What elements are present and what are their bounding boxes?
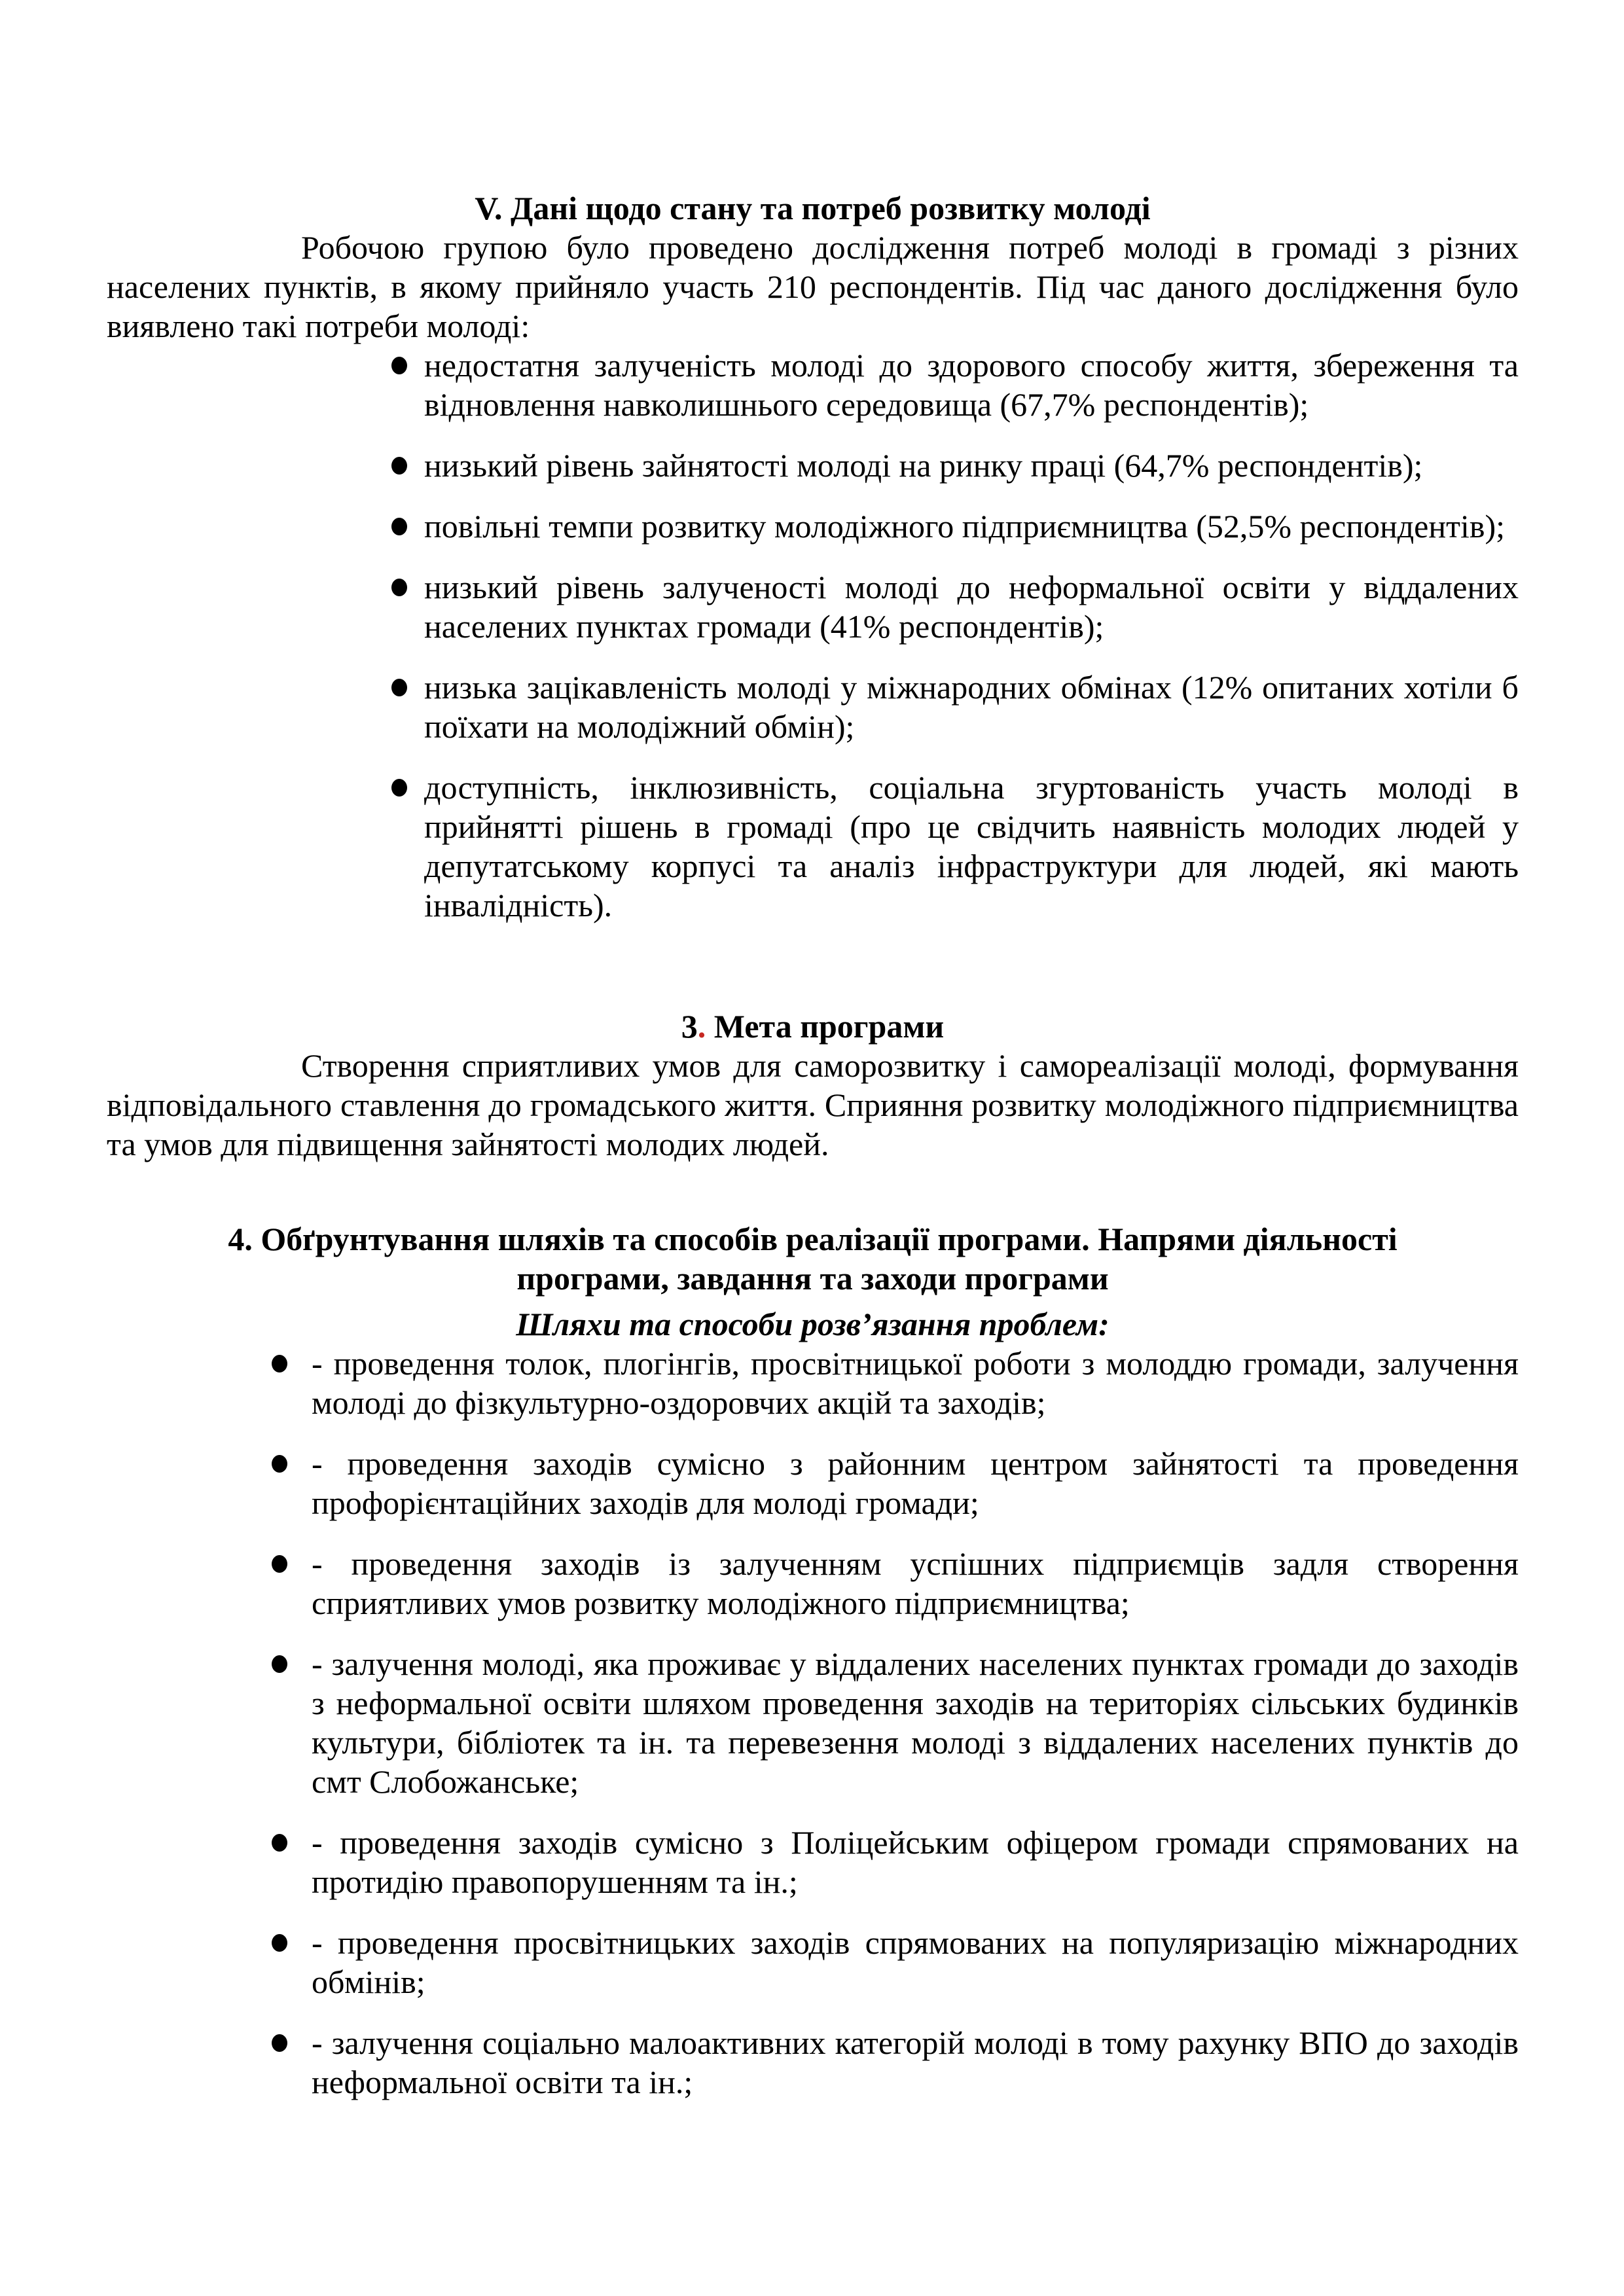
section3-title: Мета програми (706, 1008, 945, 1045)
section3-heading (107, 1007, 1519, 1046)
list-item (391, 346, 1519, 424)
list-item-text: - проведення толок, плогінгів, просвітницької роботи з молоддю громади, залучення молоді до фізкультурно-оздоровчих акцій та заходів; (312, 1345, 1519, 1421)
section4-heading-line1: 4. Обґрунтування шляхів та способів реалізації програми. Напрями діяльності (228, 1221, 1398, 1257)
list-item-text: - залучення молоді, яка проживає у віддалених населених пунктах громади до заходів з неформальної освіти шляхом проведення заходів на територіях сільських будинків культури, бібліотек та ін. та перевезення молоді з віддалених населених пунктів до смт Слобожанське; (312, 1645, 1519, 1800)
section5-title: V. Дані щодо стану та потреб розвитку молоді (475, 190, 1151, 226)
bullet-icon (391, 679, 407, 696)
list-item-text: низька зацікавленість молоді у міжнародних обмінах (12% опитаних хотіли б поїхати на молодіжний обмін); (424, 669, 1519, 745)
list-item (391, 507, 1519, 546)
needs-list (107, 346, 1519, 946)
list-item (391, 567, 1519, 646)
section5-intro-paragraph: Робочою групою було проведено дослідження потреб молоді в громаді з різних населених пунктів, в якому прийняло участь 210 респондентів. Під час даного дослідження було виявлено такі потреби молоді: (107, 229, 1519, 344)
section4-subtitle: Шляхи та способи розв’язання проблем: (516, 1306, 1110, 1342)
bullet-icon (272, 1455, 287, 1473)
bullet-icon (391, 779, 407, 797)
list-item-text: - проведення заходів сумісно з районним центром зайнятості та проведення профорієнтаційних заходів для молоді громади; (312, 1445, 1519, 1521)
bullet-icon (391, 457, 407, 475)
bullet-icon (391, 518, 407, 535)
bullet-icon (391, 357, 407, 374)
list-item (272, 1444, 1519, 1522)
list-item (272, 1544, 1519, 1623)
list-item-text: - проведення заходів сумісно з Поліцейським офіцером громади спрямованих на протидію правопорушенням та ін.; (312, 1824, 1519, 1900)
list-item (391, 768, 1519, 925)
list-item (272, 1923, 1519, 2001)
list-item-text: доступність, інклюзивність, соціальна згуртованість участь молоді в прийнятті рішень в громаді (про це свідчить наявність молодих людей у депутатському корпусі та аналіз інфраструктури для людей, які мають інвалідність). (424, 769, 1519, 924)
list-item (272, 1823, 1519, 1901)
list-item-text: низький рівень зайнятості молоді на ринку праці (64,7% респондентів); (424, 447, 1423, 484)
section4-heading-line2: програми, завдання та заходи програми (516, 1260, 1109, 1297)
section3-dot: . (697, 1008, 706, 1045)
section4-heading (107, 1219, 1519, 1298)
bullet-icon (272, 1655, 287, 1673)
list-item-text: низький рівень залученості молоді до неформальної освіти у віддалених населених пунктах громади (41% респондентів); (424, 569, 1519, 645)
list-item (391, 446, 1519, 485)
bullet-icon (272, 1934, 287, 1952)
list-item-text: - проведення заходів із залученням успішних підприємців задля створення сприятливих умов розвитку молодіжного підприємництва; (312, 1545, 1519, 1621)
bullet-icon (272, 1355, 287, 1372)
list-item-text: недостатня залученість молоді до здорового способу життя, збереження та відновлення навколишнього середовища (67,7% респондентів); (424, 347, 1519, 423)
list-item-text: - залучення соціально малоактивних категорій молоді в тому рахунку ВПО до заходів неформальної освіти та ін.; (312, 2024, 1519, 2100)
list-item (272, 1644, 1519, 1801)
bullet-icon (272, 1555, 287, 1573)
list-item (391, 668, 1519, 746)
bullet-icon (391, 579, 407, 596)
list-item (272, 2023, 1519, 2102)
list-item-text: - проведення просвітницьких заходів спрямованих на популяризацію міжнародних обмінів; (312, 1924, 1519, 2000)
bullet-icon (272, 2034, 287, 2052)
list-item-text: повільні темпи розвитку молодіжного підприємництва (52,5% респондентів); (424, 508, 1506, 545)
bullet-icon (272, 1834, 287, 1852)
section3-body-paragraph: Створення сприятливих умов для саморозвитку і самореалізації молоді, формування відповідального ставлення до громадського життя. Сприяння розвитку молодіжного підприємництва та умов для підвищення зайнятості молодих людей. (107, 1047, 1519, 1162)
ways-list (107, 1344, 1519, 2123)
section3-number: 3 (681, 1008, 698, 1045)
list-item (272, 1344, 1519, 1422)
